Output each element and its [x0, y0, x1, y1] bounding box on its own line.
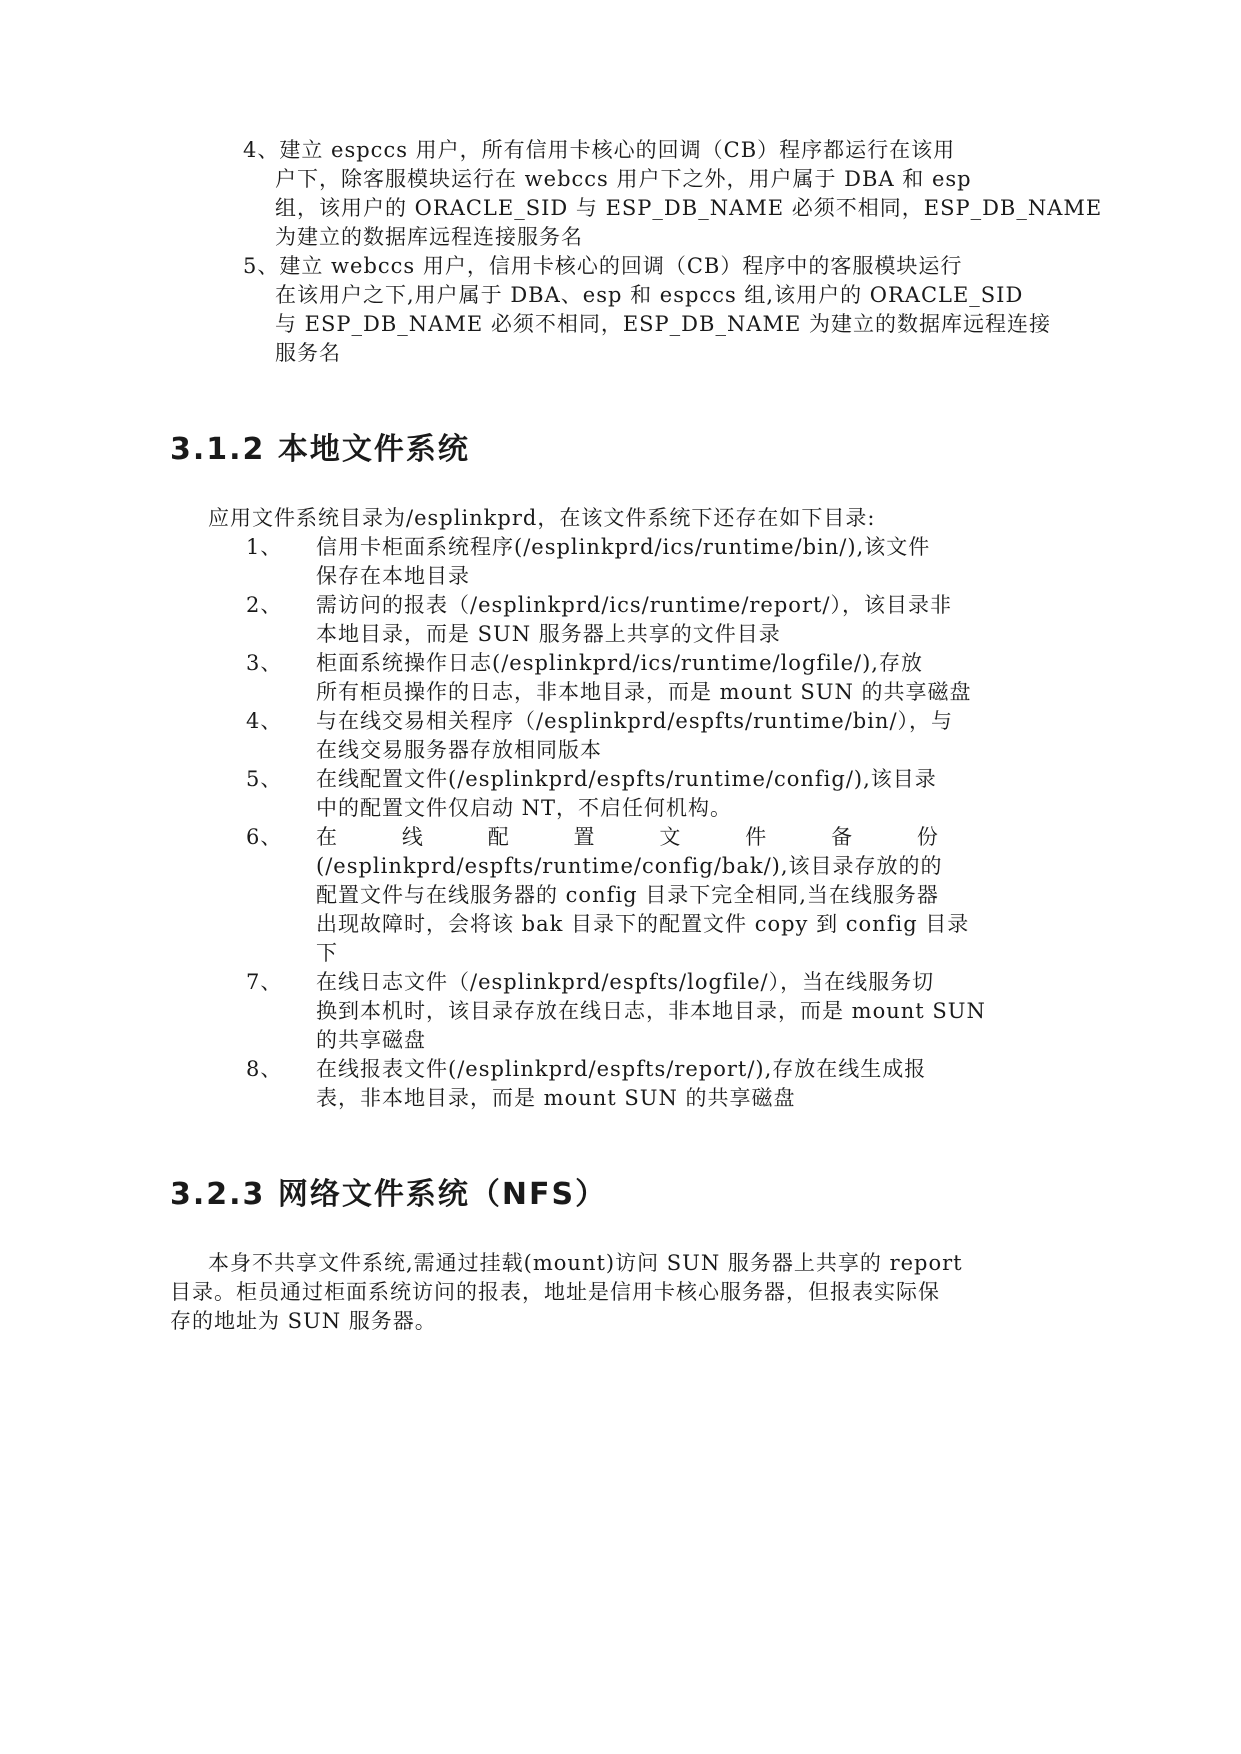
dir-item-number: 8、 [246, 1057, 283, 1081]
dir-item-text: 配置文件与在线服务器的 config 目录下完全相同,当在线服务器 [316, 883, 939, 907]
dir-item-text: 信用卡柜面系统程序(/esplinkprd/ics/runtime/bin/),该文件 [316, 535, 931, 559]
spread-char: 置 [573, 825, 595, 849]
dir-item-number: 7、 [246, 970, 283, 994]
section-heading-local-fs: 3.1.2 本地文件系统 [170, 432, 470, 467]
dir-item-number: 6、 [246, 825, 283, 849]
list-item-5-line-2: 在该用户之下,用户属于 DBA、esp 和 espccs 组,该用户的 ORACLE_SID [275, 283, 1024, 307]
list-item-4-line-1: 4、建立 espccs 用户，所有信用卡核心的回调（CB）程序都运行在该用 [243, 138, 956, 162]
nfs-paragraph-line-3: 存的地址为 SUN 服务器。 [170, 1309, 437, 1333]
dir-item-text: 保存在本地目录 [316, 564, 470, 588]
dir-item-text: 与在线交易相关程序（/esplinkprd/espfts/runtime/bin/），与 [316, 709, 954, 733]
dir-item-text: 在线报表文件(/esplinkprd/espfts/report/),存放在线生成报 [316, 1057, 927, 1081]
dir-item-number: 2、 [246, 593, 283, 617]
list-item-4-line-3: 组，该用户的 ORACLE_SID 与 ESP_DB_NAME 必须不相同，ESP_DB_NAME [275, 196, 1103, 220]
dir-item-text: 在线交易服务器存放相同版本 [316, 738, 602, 762]
dir-item-text: 在线配置文件(/esplinkprd/espfts/runtime/config/),该目录 [316, 767, 937, 791]
spread-char: 备 [831, 825, 853, 849]
dir-item-text: 在线日志文件（/esplinkprd/espfts/logfile/），当在线服务切 [316, 970, 935, 994]
spread-char: 配 [487, 825, 509, 849]
dir-item-spread-line [316, 821, 938, 853]
dir-item-text: (/esplinkprd/espfts/runtime/config/bak/),该目录存放的的 [316, 854, 943, 878]
dir-item-text: 换到本机时，该目录存放在线日志，非本地目录，而是 mount SUN [316, 999, 986, 1023]
list-item-4-line-2: 户下，除客服模块运行在 webccs 用户下之外，用户属于 DBA 和 esp [275, 167, 972, 191]
spread-char: 线 [401, 825, 423, 849]
dir-item-text: 本地目录，而是 SUN 服务器上共享的文件目录 [316, 622, 781, 646]
list-item-5-line-1: 5、建立 webccs 用户，信用卡核心的回调（CB）程序中的客服模块运行 [243, 254, 963, 278]
spread-char: 件 [745, 825, 767, 849]
nfs-paragraph-line-1: 本身不共享文件系统,需通过挂载(mount)访问 SUN 服务器上共享的 report [208, 1251, 963, 1275]
nfs-paragraph-line-2: 目录。柜员通过柜面系统访问的报表，地址是信用卡核心服务器，但报表实际保 [170, 1280, 940, 1304]
dir-item-text: 的共享磁盘 [316, 1028, 426, 1052]
list-item-5-line-4: 服务名 [275, 341, 341, 365]
dir-item-text: 中的配置文件仅启动 NT，不启任何机构。 [316, 796, 733, 820]
spread-char: 份 [916, 825, 938, 849]
dir-item-number: 4、 [246, 709, 283, 733]
list-item-4-line-4: 为建立的数据库远程连接服务名 [275, 225, 583, 249]
dir-item-number: 5、 [246, 767, 283, 791]
list-item-5-line-3: 与 ESP_DB_NAME 必须不相同，ESP_DB_NAME 为建立的数据库远程连接 [275, 312, 1051, 336]
dir-item-number: 1、 [246, 535, 283, 559]
dir-item-text: 表，非本地目录，而是 mount SUN 的共享磁盘 [316, 1086, 796, 1110]
dir-item-number: 3、 [246, 651, 283, 675]
dir-item-text: 出现故障时，会将该 bak 目录下的配置文件 copy 到 config 目录 [316, 912, 970, 936]
spread-char: 在 [316, 825, 337, 849]
dir-item-text: 所有柜员操作的日志，非本地目录，而是 mount SUN 的共享磁盘 [316, 680, 972, 704]
dir-item-text: 下 [316, 941, 338, 965]
section-intro: 应用文件系统目录为/esplinkprd，在该文件系统下还存在如下目录: [208, 506, 876, 530]
section-heading-nfs: 3.2.3 网络文件系统（NFS） [170, 1177, 608, 1212]
dir-item-text: 柜面系统操作日志(/esplinkprd/ics/runtime/logfile/),存放 [316, 651, 923, 675]
spread-char: 文 [659, 825, 681, 849]
dir-item-text: 需访问的报表（/esplinkprd/ics/runtime/report/），该目录非 [316, 593, 952, 617]
